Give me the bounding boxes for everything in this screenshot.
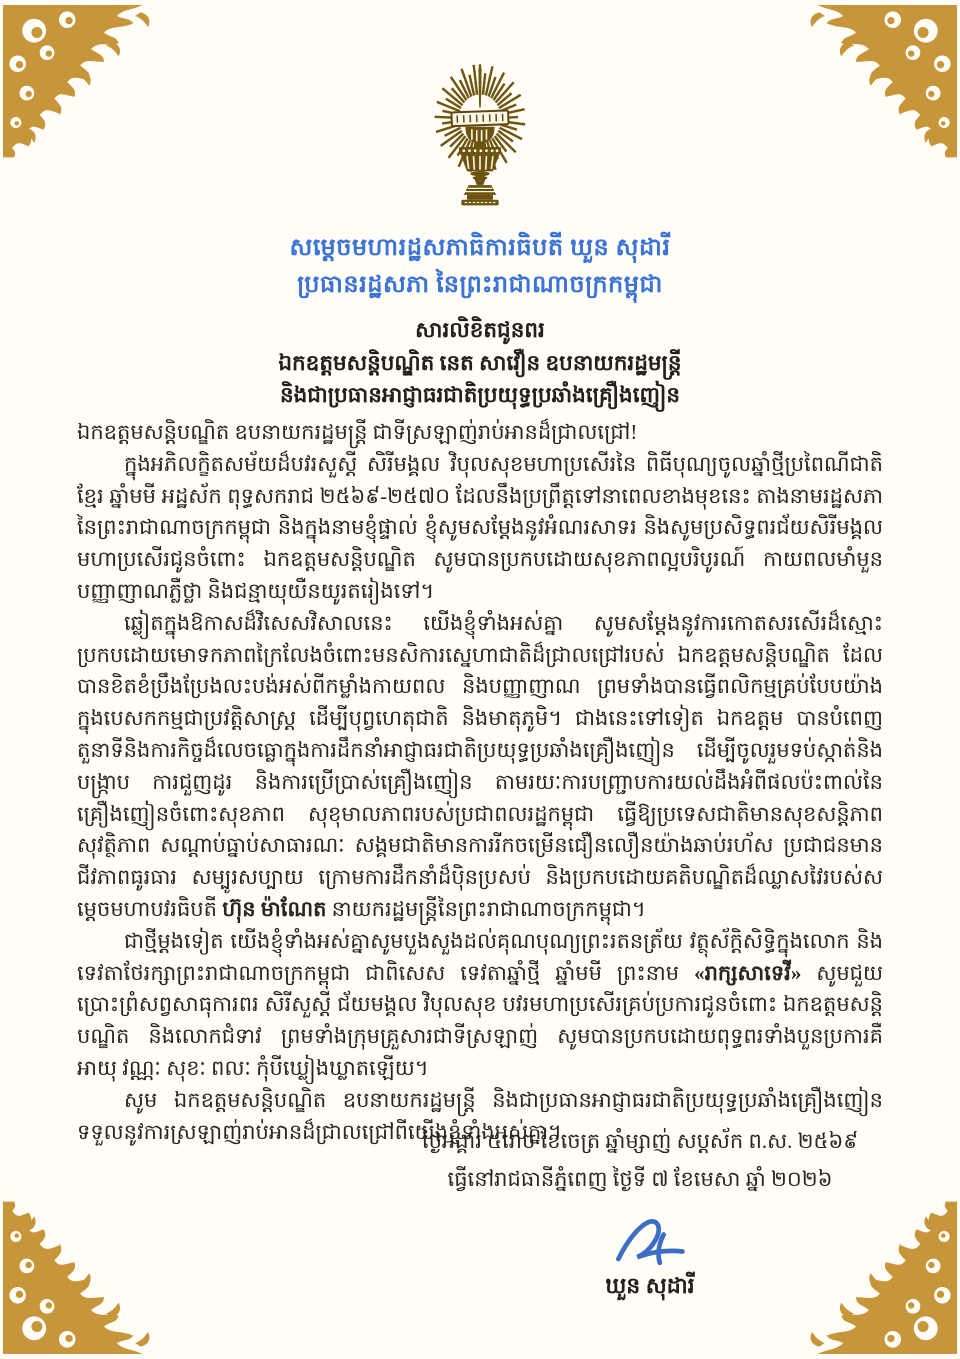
letter-title-line: និងជាប្រធានអាជ្ញាធរជាតិប្រយុទ្ធប្រឆាំងគ្រឿងញៀន — [279, 383, 681, 407]
letter-title — [0, 314, 960, 412]
dateline — [360, 1122, 920, 1198]
letter-title-line: ឯកឧត្តមសន្តិបណ្ឌិត នេត សាវឿន ឧបនាយករដ្ឋមន្ត្រី — [278, 350, 682, 375]
letterhead — [0, 230, 960, 304]
corner-ornament-icon — [3, 1198, 159, 1354]
text-run: ឆ្លៀតក្នុងឱកាសដ៏វិសេសវិសាលនេះ យើងខ្ញុំទាំងអស់គ្នា សូមសម្តែងនូវការកោតសរសើរដ៏ស្មោះ ប្រកបដោយមោទកភាពក្រៃលែងចំពោះមនសិការស្នេហាជាតិដ៏ជ្រាលជ្រៅរបស់ ឯកឧត្តមសន្តិបណ្ឌិត ដែលបានខិតខំប្រឹងប្រែងលះបង់អស់ពីកម្លាំងកាយពល និងបញ្ញាញាណ ព្រមទាំងបានធ្វើពលិកម្មគ្រប់បែបយ៉ាងក្នុងបេសកកម្មជាប្រវត្តិសាស្ត្រ ដើម្បីបុព្វហេតុជាតិ និងមាតុភូមិ។ ជាងនេះទៅទៀត ឯកឧត្តម បានបំពេញតួនាទីនិងការកិច្ចដ៏លេចធ្លោក្នុងការដឹកនាំអាជ្ញាធរជាតិប្រយុទ្ធប្រឆាំងគ្រឿងញៀន ដើម្បីចូលរួមទប់ស្កាត់និងបង្ក្រាប ការជួញដូរ និងការប្រើប្រាស់គ្រឿងញៀន តាមរយៈការបញ្ជ្រាបការយល់ដឹងអំពីផលប៉ះពាល់នៃគ្រឿងញៀនចំពោះសុខភាព សុខុមាលភាពរបស់ប្រជាពលរដ្ឋកម្ពុជា ធ្វើឱ្យប្រទេសជាតិមានសុខសន្តិភាព សុវត្ថិភាព សណ្ដាប់ធ្នាប់សាធារណៈ សង្គមជាតិមានការរីកចម្រើនជឿនលឿនយ៉ាងឆាប់រហ័ស ប្រជាជនមានជីវភាពធូរធារ សម្បូរសប្បាយ ក្រោមការដឹកនាំដ៏ប៉ិនប្រសប់ និងប្រកបដោយគតិបណ្ឌិតដ៏ឈ្លាសវៃរបស់សម្តេចមហាបវរធិបតី — [77, 610, 883, 921]
gregorian-date-line: ធ្វើនៅរាជធានីភ្នំពេញ ថ្ងៃទី ៧ ខែមេសា ឆ្នាំ ២០២៦ — [447, 1167, 833, 1191]
text-run: ក្នុងអភិលក្ខិតសម័យដ៏បវរសួស្ដី សិរីមង្គល វិបុលសុខមហាប្រសើរនៃ ពិធីបុណ្យចូលឆ្នាំថ្មីប្រពៃណីជាតិខ្មែរ ឆ្នាំមមី អដ្ឋស័ក ពុទ្ធសករាជ ២៥៦៩-២៥៧០ ដែលនឹងប្រព្រឹត្តទៅនាពេលខាងមុខនេះ តាងនាមរដ្ឋសភានៃព្រះរាជាណាចក្រកម្ពុជា និងក្នុងនាមខ្ញុំផ្ទាល់ ខ្ញុំសូមសម្តែងនូវអំណរសាទរ និងសូមប្រសិទ្ធពរជ័យសិរីមង្គលមហាប្រសើរជូនចំពោះ ឯកឧត្តមសន្តិបណ្ឌិត សូមបានប្រកបដោយសុខភាពល្អបរិបូរណ៍ កាយពលមាំមួន បញ្ញាញាណភ្លឺថ្លា និងជន្មាយុយឺនយូរតរៀងទៅ។ — [77, 451, 883, 603]
text-run: នាយករដ្ឋមន្ត្រីនៃព្រះរាជាណាចក្រកម្ពុជា។ — [326, 896, 646, 921]
text-run: ហ៊ុន ម៉ាណែត — [222, 896, 327, 921]
text-run: សូម ឯកឧត្តមសន្តិបណ្ឌិត ឧបនាយករដ្ឋមន្ត្រី និងជាប្រធានអាជ្ញាធរជាតិប្រយុទ្ធប្រឆាំងគ្រឿងញៀន ទទួលនូវការស្រឡាញ់រាប់អានដ៏ជ្រាលជ្រៅពីយើងខ្ញុំទាំងអស់គ្នា។ — [77, 1087, 883, 1144]
paragraph — [77, 417, 883, 449]
text-run: ឯកឧត្តមសន្តិបណ្ឌិត ឧបនាយករដ្ឋមន្ត្រី ជាទីស្រឡាញ់រាប់អានដ៏ជ្រាលជ្រៅ! — [77, 420, 638, 444]
paragraph — [77, 608, 883, 926]
paragraph — [77, 926, 883, 1085]
text-run: ជាថ្មីម្តងទៀត យើងខ្ញុំទាំងអស់គ្នាសូមបួងសួងដល់គុណបុណ្យព្រះរតនត្រ័យ វត្ថុស័ក្តិសិទ្ធិក្នុងលោក និងទេវតាថែរក្សាព្រះរាជាណាចក្រកម្ពុជា ជាពិសេស ទេវតាឆ្នាំថ្មី ឆ្នាំមមី ព្រះនាម — [77, 928, 883, 985]
text-run: សូមជួយប្រោះព្រំសព្វសាធុការពរ សិរីសួស្ដី ជ័យមង្គល វិបុលសុខ បវរមហាប្រសើរគ្រប់ប្រការជូនចំពោះ ឯកឧត្តមសន្តិបណ្ឌិត និងលោកជំទាវ ព្រមទាំងក្រុមគ្រួសារជាទីស្រឡាញ់ សូមបានប្រកបដោយពុទ្ធពរទាំងបួនប្រការគឺ អាយុ វណ្ណៈ សុខៈ ពលៈ កុំបីឃ្លៀងឃ្លាតឡើយ។ — [77, 960, 883, 1080]
sender-title-line: សម្តេចមហារដ្ឋសភាធិការធិបតី ឃួន សុដារី — [289, 235, 671, 261]
lunar-date-line: ថ្ងៃអង្គារ ៥រោច ខែចេត្រ ឆ្នាំម្សាញ់ សប្តស័ក ព.ស. ២៥៦៩ — [421, 1129, 859, 1153]
corner-ornament-icon — [801, 1198, 957, 1354]
letter-title-line: សារលិខិតជូនពរ — [415, 318, 545, 342]
body-paragraphs — [77, 417, 883, 1148]
paragraph — [77, 449, 883, 608]
corner-ornament-icon — [801, 5, 957, 161]
national-assembly-emblem-icon — [426, 62, 534, 224]
signature-mark — [600, 1210, 714, 1276]
signer-name: ឃួន សុដារី — [605, 1273, 695, 1298]
sender-title-line: ប្រធានរដ្ឋសភា នៃព្រះរាជាណាចក្រកម្ពុជា — [297, 272, 663, 298]
corner-ornament-icon — [3, 5, 159, 161]
text-run: «រាក្សសាទេវី» — [694, 960, 802, 985]
